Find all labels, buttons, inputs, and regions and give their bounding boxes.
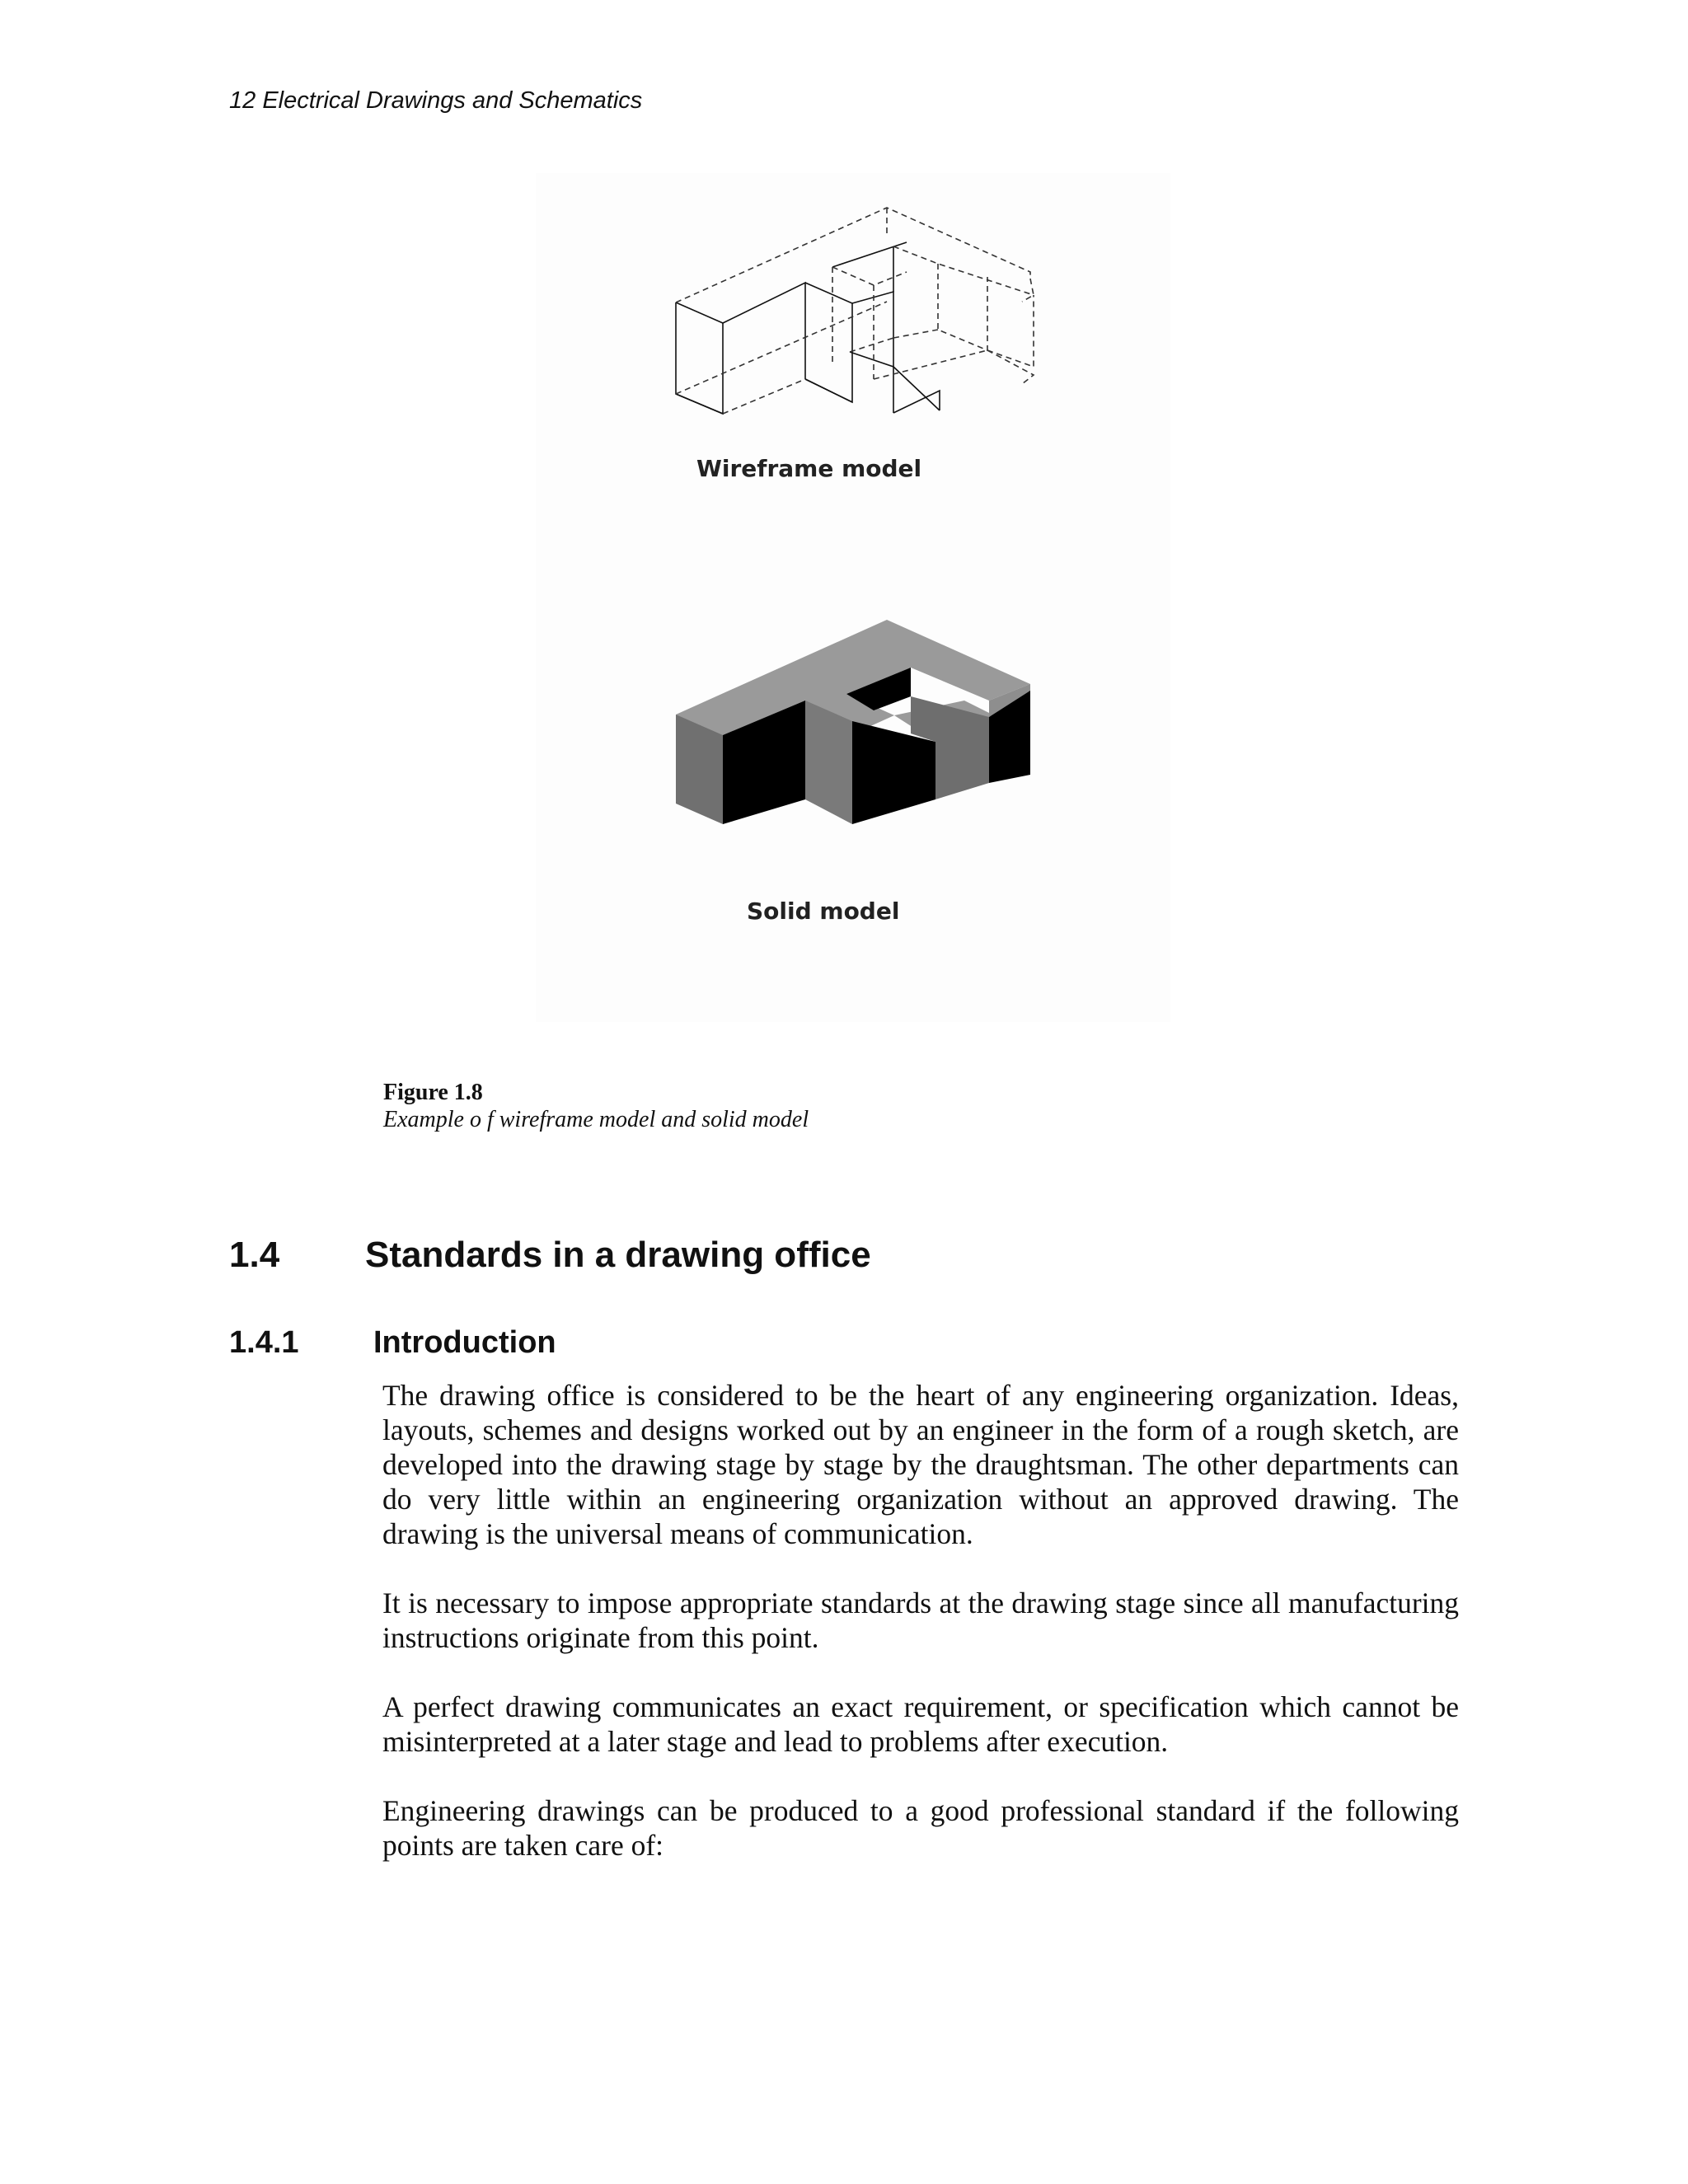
wireframe-model-label: Wireframe model (696, 455, 922, 482)
running-header: 12 Electrical Drawings and Schematics (229, 87, 643, 114)
solid-model-drawing (676, 620, 1030, 824)
wireframe-model-drawing (676, 208, 1034, 414)
wireframe-visible-edges (676, 242, 940, 414)
section-title: Standards in a drawing office (365, 1235, 871, 1275)
figure-1-8 (536, 173, 1170, 1022)
paragraph: A perfect drawing communicates an exact requirement, or specification which cannot be misinterpreted at a later stage and lead to problems after execution. (382, 1690, 1459, 1758)
paragraph: It is necessary to impose appropriate standards at the drawing stage since all manufacturing instructions originate from this point. (382, 1586, 1459, 1654)
wireframe-hidden-edges (676, 208, 1034, 414)
figure-illustration (536, 173, 1170, 1022)
section-body (382, 1378, 1459, 1897)
figure-caption-text: Example o f wireframe model and solid model (383, 1107, 809, 1132)
subsection-number: 1.4.1 (229, 1325, 299, 1360)
solid-model-label: Solid model (747, 898, 900, 925)
subsection-title: Introduction (373, 1325, 556, 1360)
solid-face-middle-front (805, 701, 852, 824)
paragraph: Engineering drawings can be produced to a good professional standard if the following points are taken care of: (382, 1794, 1459, 1862)
figure-caption-title: Figure 1.8 (383, 1080, 483, 1105)
section-number: 1.4 (229, 1235, 280, 1275)
paragraph: The drawing office is considered to be the heart of any engineering organization. Ideas, layouts, schemes and designs worked out by an engineer in the form of a rough sketch, are developed into the drawing stage by stage by the draughtsman. The other departments can do very little within an engineering organization without an approved drawing. The drawing is the universal means of communication. (382, 1379, 1459, 1550)
